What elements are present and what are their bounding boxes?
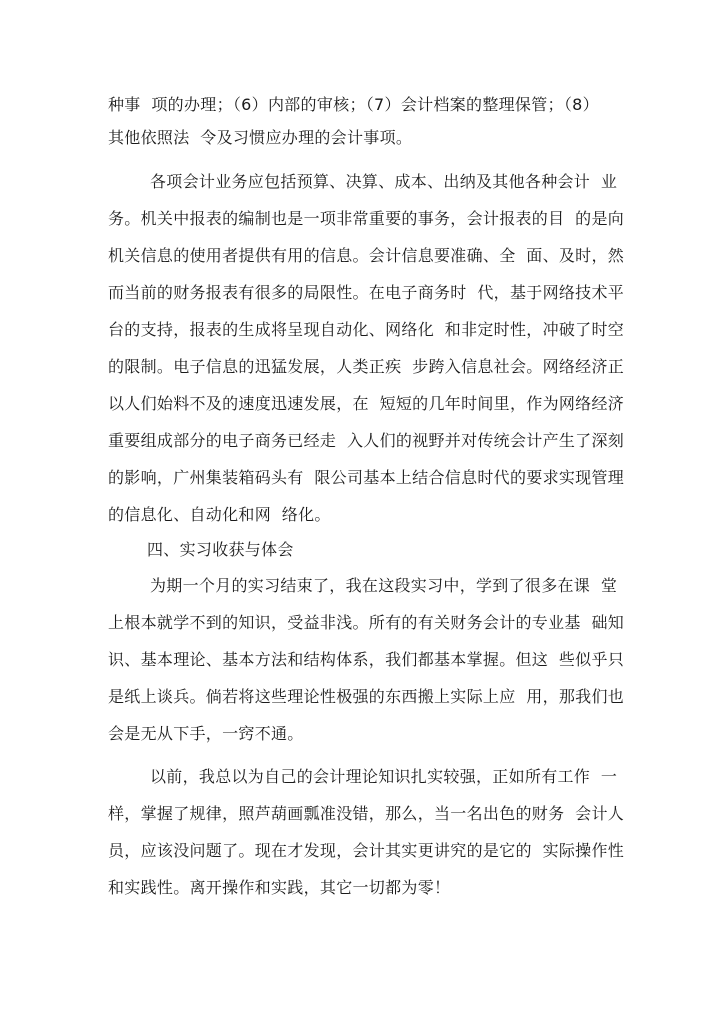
text-line: 机关信息的使用者提供有用的信息。会计信息要准确、全 面、及时，然	[108, 246, 625, 265]
text-line: 和实践性。离开操作和实践，其它一切都为零！	[108, 878, 451, 897]
text-line: 种事 项的办理；（6）内部的审核；（7）会计档案的整理保管；（8）	[108, 95, 599, 114]
text-line: 上根本就学不到的知识，受益非浅。所有的有关财务会计的专业基 础知	[108, 613, 625, 632]
text-line: 而当前的财务报表有很多的局限性。在电子商务时 代，基于网络技术平	[108, 283, 625, 302]
text-line: 重要组成部分的电子商务已经走 入人们的视野并对传统会计产生了深刻	[108, 431, 625, 450]
text-line: 识、基本理论、基本方法和结构体系，我们都基本掌握。但这 些似乎只	[108, 650, 625, 669]
text-line: 台的支持，报表的生成将呈现自动化、网络化 和非定时性，冲破了时空	[108, 320, 625, 339]
paragraph-first-line: 各项会计业务应包括预算、决算、成本、出纳及其他各种会计 业	[150, 172, 618, 191]
text-line: 会是无从下手，一窍不通。	[108, 724, 304, 743]
text-line: 的信息化、自动化和网 络化。	[108, 505, 331, 524]
text-line: 以人们始料不及的速度迅速发展，在 短短的几年时间里，作为网络经济	[108, 394, 625, 413]
text-line: 是纸上谈兵。倘若将这些理论性极强的东西搬上实际上应 用，那我们也	[108, 687, 625, 706]
text-line: 员，应该没问题了。现在才发现，会计其实更讲究的是它的 实际操作性	[108, 841, 625, 860]
section-heading: 四、实习收获与体会	[147, 540, 294, 559]
text-line: 务。机关中报表的编制也是一项非常重要的事务，会计报表的目 的是向	[108, 209, 625, 228]
paragraph-first-line: 以前，我总以为自己的会计理论知识扎实较强，正如所有工作 一	[150, 767, 618, 786]
text-line: 样，掌握了规律，照芦葫画瓢准没错，那么，当一名出色的财务 会计人	[108, 804, 625, 823]
text-line: 的影响，广州集装箱码头有 限公司基本上结合信息时代的要求实现管理	[108, 468, 625, 487]
text-line: 的限制。电子信息的迅猛发展，人类正疾 步跨入信息社会。网络经济正	[108, 357, 625, 376]
text-line: 其他依照法 令及习惯应办理的会计事项。	[108, 128, 413, 147]
paragraph-first-line: 为期一个月的实习结束了，我在这段实习中，学到了很多在课 堂	[150, 576, 618, 595]
